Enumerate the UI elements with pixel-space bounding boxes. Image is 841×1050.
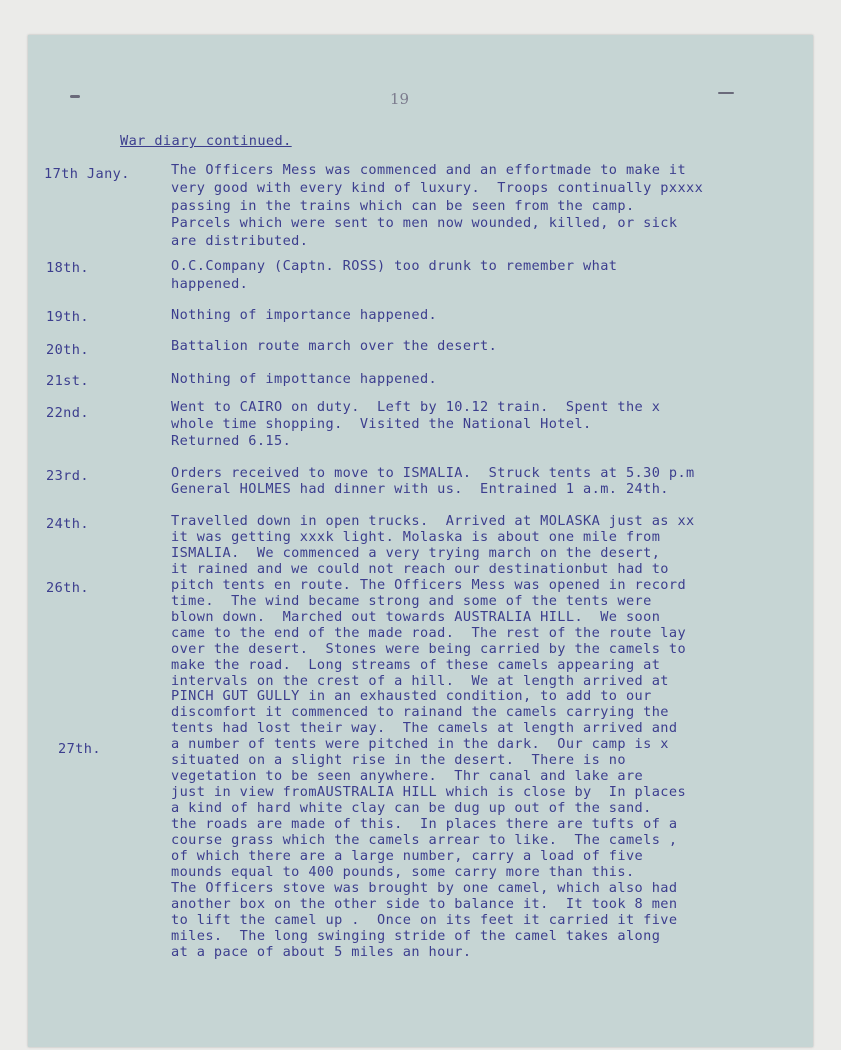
diary-line: at a pace of about 5 miles an hour. — [171, 943, 472, 960]
diary-line: The Officers stove was brought by one camel, which also had — [171, 879, 678, 896]
entry-date: 22nd. — [46, 405, 89, 421]
paper-speck — [70, 95, 80, 98]
diary-line: General HOLMES had dinner with us. Entrained 1 a.m. 24th. — [171, 480, 669, 497]
diary-line: a number of tents were pitched in the dark. Our camp is x — [171, 736, 669, 753]
diary-line: another box on the other side to balance it. It took 8 men — [171, 895, 678, 912]
diary-line: course grass which the camels arrear to like. The camels , — [171, 832, 678, 848]
diary-line: over the desert. Stones were being carried by the camels to — [171, 640, 687, 657]
diary-line: vegetation to be seen anywhere. Thr canal and lake are — [171, 768, 644, 785]
diary-line: to lift the camel up . Once on its feet it carried it five — [171, 911, 678, 928]
entry-date: 18th. — [46, 260, 89, 276]
diary-line: just in view fromAUSTRALIA HILL which is close by In places — [171, 784, 687, 801]
paper-speck — [718, 92, 734, 94]
entry-date: 24th. — [46, 516, 89, 532]
diary-line: Parcels which were sent to men now wounded, killed, or sick — [171, 215, 678, 232]
diary-line: passing in the trains which can be seen from the camp. — [171, 197, 635, 214]
diary-line: tents had lost their way. The camels at length arrived and — [171, 720, 678, 737]
page-number: 19 — [390, 90, 410, 108]
diary-line: mounds equal to 400 pounds, some carry more than this. — [171, 863, 635, 880]
diary-line: came to the end of the made road. The rest of the route lay — [171, 624, 687, 641]
diary-line: intervals on the crest of a hill. We at length arrived at — [171, 672, 669, 689]
diary-line: Travelled down in open trucks. Arrived at MOLASKA just as xx — [171, 513, 695, 529]
diary-line: it rained and we could not reach our destinationbut had to — [171, 560, 669, 577]
diary-heading: War diary continued. — [120, 133, 292, 149]
diary-line: pitch tents en route. The Officers Mess was opened in record — [171, 576, 687, 593]
diary-line: Battalion route march over the desert. — [171, 338, 498, 354]
diary-line: a kind of hard white clay can be dug up out of the sand. — [171, 800, 652, 817]
diary-line: Went to CAIRO on duty. Left by 10.12 train. Spent the x — [171, 399, 661, 415]
diary-line: The Officers Mess was commenced and an effortmade to make it — [171, 162, 687, 178]
diary-line: it was getting xxxk light. Molaska is about one mile from — [171, 528, 661, 545]
entry-date: 26th. — [46, 580, 89, 596]
diary-line: miles. The long swinging stride of the camel takes along — [171, 927, 661, 944]
diary-line: make the road. Long streams of these camels appearing at — [171, 656, 661, 673]
entry-date: 21st. — [46, 373, 89, 389]
diary-line: situated on a slight rise in the desert. There is no — [171, 752, 626, 769]
entry-date: 19th. — [46, 309, 89, 325]
diary-line: very good with every kind of luxury. Troops continually pxxxx — [171, 179, 704, 196]
entry-date: 20th. — [46, 342, 89, 358]
diary-line: Returned 6.15. — [171, 433, 292, 449]
diary-line: time. The wind became strong and some of the tents were — [171, 592, 652, 609]
diary-line: discomfort it commenced to rainand the camels carrying the — [171, 704, 669, 721]
diary-line: the roads are made of this. In places there are tufts of a — [171, 816, 678, 833]
entry-date: 27th. — [58, 741, 101, 757]
diary-line: of which there are a large number, carry a load of five — [171, 847, 644, 864]
diary-line: ISMALIA. We commenced a very trying march on the desert, — [171, 544, 661, 561]
diary-line: PINCH GUT GULLY in an exhausted condition, to add to our — [171, 688, 652, 705]
diary-line: blown down. Marched out towards AUSTRALIA HILL. We soon — [171, 608, 661, 625]
diary-line: Orders received to move to ISMALIA. Struck tents at 5.30 p.m — [171, 465, 695, 481]
entry-date: 23rd. — [46, 468, 89, 484]
diary-line: O.C.Company (Captn. ROSS) too drunk to remember what — [171, 258, 618, 274]
entry-date: 17th Jany. — [44, 166, 130, 182]
diary-line: Nothing of impottance happened. — [171, 371, 438, 387]
diary-line: Nothing of importance happened. — [171, 307, 438, 323]
diary-line: are distributed. — [171, 233, 309, 250]
diary-line: whole time shopping. Visited the National Hotel. — [171, 416, 592, 432]
diary-line: happened. — [171, 275, 249, 292]
